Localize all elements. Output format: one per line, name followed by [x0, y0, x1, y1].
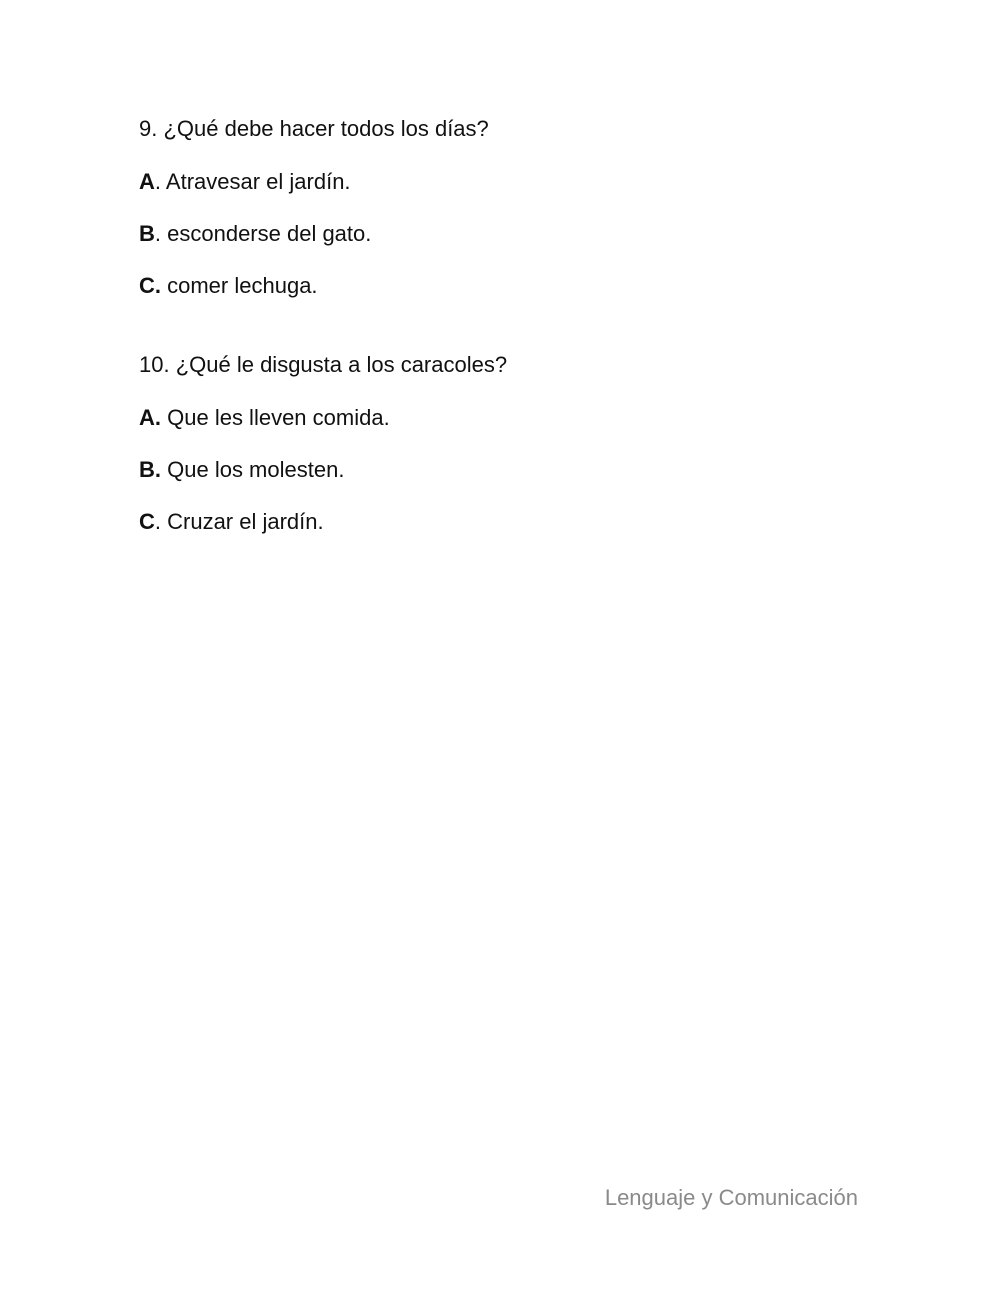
- option-letter: B: [139, 221, 155, 246]
- answer-option-a: [139, 405, 390, 431]
- option-letter: C.: [139, 273, 161, 298]
- question-prompt: 10. ¿Qué le disgusta a los caracoles?: [139, 352, 508, 377]
- option-letter: A: [139, 169, 155, 194]
- option-separator: .: [154, 509, 168, 534]
- option-text: esconderse del gato.: [167, 221, 372, 246]
- page-footer: Lenguaje y Comunicación: [604, 1185, 858, 1210]
- option-text: Que los molesten.: [167, 457, 345, 482]
- option-separator: .: [154, 221, 168, 246]
- question-prompt: 9. ¿Qué debe hacer todos los días?: [139, 116, 489, 141]
- option-letter: C: [139, 509, 155, 534]
- option-separator: .: [154, 169, 166, 194]
- option-text: Que les lleven comida.: [167, 405, 390, 430]
- option-letter: A.: [139, 405, 161, 430]
- option-text: comer lechuga.: [167, 273, 318, 298]
- option-letter: B.: [139, 457, 161, 482]
- option-text: Atravesar el jardín.: [165, 169, 351, 194]
- answer-option-c: [139, 509, 324, 535]
- answer-option-c: [139, 273, 318, 299]
- answer-option-b: [139, 457, 344, 483]
- answer-option-b: [139, 221, 371, 247]
- option-text: Cruzar el jardín.: [167, 509, 324, 534]
- answer-option-a: [139, 169, 351, 195]
